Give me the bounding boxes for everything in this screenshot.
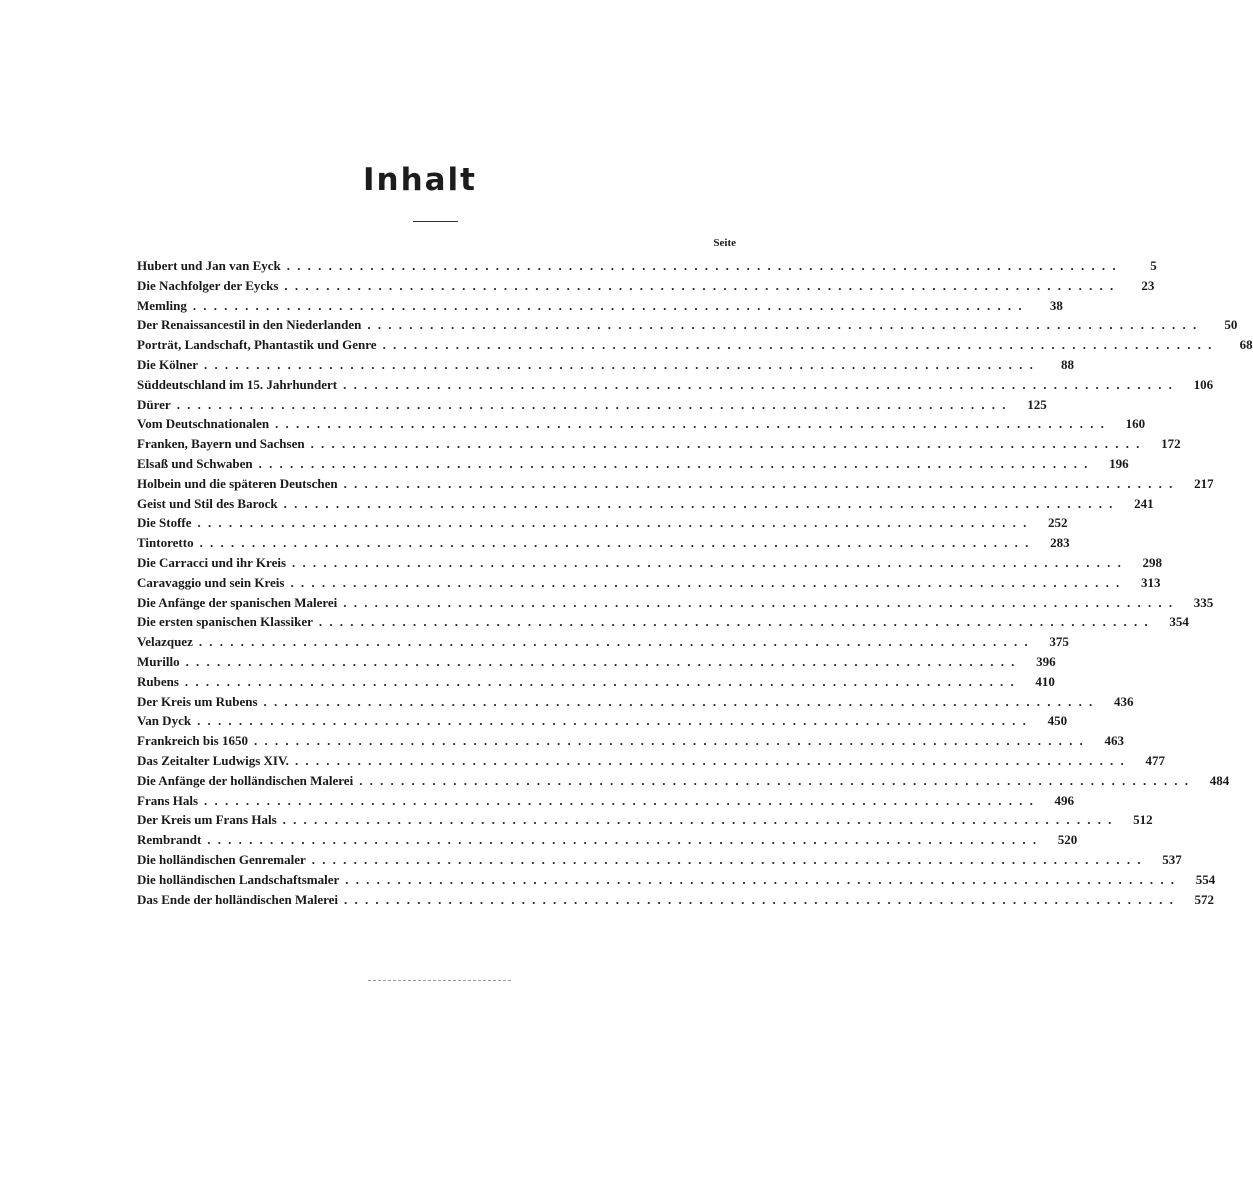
toc-entry (137, 672, 1055, 692)
toc-entry-page: 436 (1114, 693, 1134, 709)
toc-entry-page: 554 (1195, 871, 1216, 887)
dot-leader: ................................................................................ (343, 594, 1180, 610)
dot-leader: ................................................................................ (198, 634, 1035, 650)
toc-entry-page: 410 (1035, 673, 1055, 689)
dot-leader: ................................................................................ (367, 317, 1204, 333)
toc-entry-page: 196 (1109, 455, 1129, 471)
toc-entry-title: Die ersten spanischen Klassiker (137, 614, 313, 630)
toc-entry (137, 296, 1063, 316)
toc-entry-page: 217 (1194, 475, 1214, 491)
dot-leader: ................................................................................ (197, 515, 1034, 531)
toc-entry (137, 632, 1069, 652)
toc-entry (137, 791, 1075, 811)
toc-entry-page: 450 (1047, 713, 1068, 729)
toc-entry (137, 355, 1075, 375)
toc-entry-page: 396 (1036, 653, 1056, 669)
toc-entry (137, 335, 1253, 355)
dot-leader: ................................................................................ (192, 297, 1029, 313)
toc-entry-title: Hubert und Jan van Eyck (137, 258, 281, 273)
toc-entry (137, 870, 1216, 890)
dot-leader: ................................................................................ (282, 812, 1119, 828)
toc-entry (137, 830, 1078, 850)
toc-entry-title: Der Kreis um Frans Hals (137, 812, 277, 828)
dot-leader: ................................................................................ (204, 356, 1041, 372)
toc-entry (137, 593, 1214, 613)
dot-leader: ................................................................................ (275, 416, 1112, 432)
toc-entry-page: 125 (1027, 396, 1047, 412)
dot-leader: ................................................................................ (207, 832, 1044, 848)
toc-entry (137, 494, 1154, 514)
toc-entry (137, 612, 1189, 632)
toc-entry-title: Caravaggio und sein Kreis (137, 574, 285, 590)
toc-entry (137, 315, 1238, 335)
toc-entry-title: Süddeutschland im 15. Jahrhundert (137, 376, 338, 392)
toc-entry-title: Rembrandt (137, 832, 202, 848)
dot-leader: ................................................................................ (176, 396, 1013, 412)
toc-entry-page: 283 (1050, 535, 1070, 551)
toc-entry-page: 5 (1150, 258, 1157, 273)
toc-entry-title: Frankreich bis 1650 (137, 733, 248, 749)
toc-entry-page: 50 (1224, 317, 1238, 333)
toc-entry-page: 68 (1239, 337, 1253, 353)
toc-entry (137, 890, 1215, 910)
page-column-header: Seite (713, 237, 736, 249)
dot-leader: ................................................................................ (263, 693, 1100, 709)
toc-entry (137, 553, 1163, 573)
toc-entry-title: Tintoretto (137, 535, 194, 551)
toc-entry (137, 751, 1165, 771)
toc-entry (137, 731, 1124, 751)
dot-leader: ................................................................................ (204, 792, 1041, 808)
dot-leader: ................................................................................ (345, 871, 1182, 887)
toc-entry-page: 512 (1133, 812, 1153, 828)
bottom-divider (368, 980, 511, 981)
toc-entry (137, 850, 1182, 870)
toc-entry-page: 252 (1048, 515, 1068, 531)
toc-entry-title: Porträt, Landschaft, Phantastik und Genre (137, 337, 377, 353)
dot-leader: ................................................................................ (290, 574, 1127, 590)
toc-entry-page: 484 (1209, 772, 1230, 788)
toc-entry-page: 298 (1142, 554, 1163, 570)
toc-entry (137, 652, 1056, 672)
toc-entry-title: Die Anfänge der spanischen Malerei (137, 594, 338, 610)
toc-entry-title: Geist und Stil des Barock (137, 495, 278, 511)
dot-leader: ................................................................................ (294, 752, 1131, 768)
toc-entry (137, 395, 1047, 415)
toc-entry-title: Die Kölner (137, 356, 199, 372)
toc-entry-title: Frans Hals (137, 792, 199, 808)
toc-entry-title: Der Renaissancestil in den Niederlanden (137, 317, 362, 333)
dot-leader: ................................................................................ (292, 554, 1129, 570)
table-of-contents (137, 256, 1253, 909)
toc-entry (137, 692, 1134, 712)
title-divider (413, 221, 458, 222)
toc-entry-page: 88 (1061, 356, 1075, 372)
toc-entry-title: Die holländischen Genremaler (137, 851, 306, 867)
toc-entry-title: Die Nachfolger der Eycks (137, 277, 279, 293)
toc-entry-title: Das Ende der holländischen Malerei (137, 891, 339, 907)
toc-entry-page: 335 (1193, 594, 1214, 610)
toc-entry-page: 241 (1134, 495, 1154, 511)
toc-entry-page: 537 (1162, 851, 1182, 867)
toc-entry-title: Van Dyck (137, 713, 192, 729)
toc-entry (137, 375, 1214, 395)
toc-entry-title: Velazquez (137, 634, 193, 650)
toc-entry (137, 810, 1153, 830)
dot-leader: ................................................................................ (310, 436, 1147, 452)
dot-leader: ................................................................................ (311, 851, 1148, 867)
toc-entry-page: 375 (1049, 634, 1069, 650)
toc-entry-page: 160 (1125, 416, 1146, 432)
toc-entry-title: Dürer (137, 396, 171, 412)
dot-leader: ................................................................................ (286, 258, 1123, 273)
toc-entry-page: 477 (1145, 752, 1165, 768)
toc-entry-page: 313 (1140, 574, 1161, 590)
toc-entry-page: 520 (1057, 832, 1078, 848)
toc-entry (137, 454, 1129, 474)
toc-entry-title: Memling (137, 297, 187, 313)
toc-entry-page: 572 (1194, 891, 1215, 907)
toc-entry-title: Rubens (137, 673, 179, 689)
toc-entry-page: 463 (1104, 733, 1124, 749)
dot-leader: ................................................................................ (284, 277, 1121, 293)
toc-entry-page: 354 (1169, 614, 1189, 630)
toc-entry (137, 771, 1230, 791)
dot-leader: ................................................................................ (184, 673, 1021, 689)
toc-entry-title: Elsaß und Schwaben (137, 455, 253, 471)
dot-leader: ................................................................................ (185, 653, 1022, 669)
dot-leader: ................................................................................ (197, 713, 1034, 729)
toc-entry (137, 513, 1068, 533)
toc-entry-title: Die Stoffe (137, 515, 192, 531)
toc-entry-page: 106 (1193, 376, 1214, 392)
toc-entry-page: 23 (1141, 277, 1155, 293)
toc-entry-title: Die Carracci und ihr Kreis (137, 554, 287, 570)
toc-entry-page: 496 (1054, 792, 1075, 808)
page-title: Inhalt (362, 162, 478, 198)
toc-entry-title: Der Kreis um Rubens (137, 693, 258, 709)
toc-entry-title: Das Zeitalter Ludwigs XIV. (137, 752, 289, 768)
toc-entry-title: Holbein und die späteren Deutschen (137, 475, 338, 491)
dot-leader: ................................................................................ (318, 614, 1155, 630)
toc-entry (137, 414, 1146, 434)
dot-leader: ................................................................................ (343, 376, 1180, 392)
toc-entry-page: 172 (1161, 436, 1181, 452)
toc-entry (137, 573, 1161, 593)
toc-entry-title: Murillo (137, 653, 180, 669)
toc-entry-title: Die Anfänge der holländischen Malerei (137, 772, 354, 788)
dot-leader: ................................................................................ (254, 733, 1090, 749)
toc-entry (137, 711, 1068, 731)
toc-entry (137, 533, 1070, 553)
toc-entry (137, 474, 1214, 494)
dot-leader: ................................................................................ (344, 891, 1181, 907)
dot-leader: ................................................................................ (359, 772, 1196, 788)
toc-entry-title: Franken, Bayern und Sachsen (137, 436, 305, 452)
dot-leader: ................................................................................ (382, 337, 1219, 353)
toc-entry (137, 256, 1157, 276)
toc-entry (137, 434, 1181, 454)
toc-entry-page: 38 (1049, 297, 1063, 313)
toc-entry (137, 276, 1155, 296)
dot-leader: ................................................................................ (199, 535, 1036, 551)
toc-entry-title: Die holländischen Landschaftsmaler (137, 871, 340, 887)
dot-leader: ................................................................................ (283, 495, 1120, 511)
toc-entry-title: Vom Deutschnationalen (137, 416, 270, 432)
dot-leader: ................................................................................ (343, 475, 1180, 491)
dot-leader: ................................................................................ (258, 455, 1095, 471)
